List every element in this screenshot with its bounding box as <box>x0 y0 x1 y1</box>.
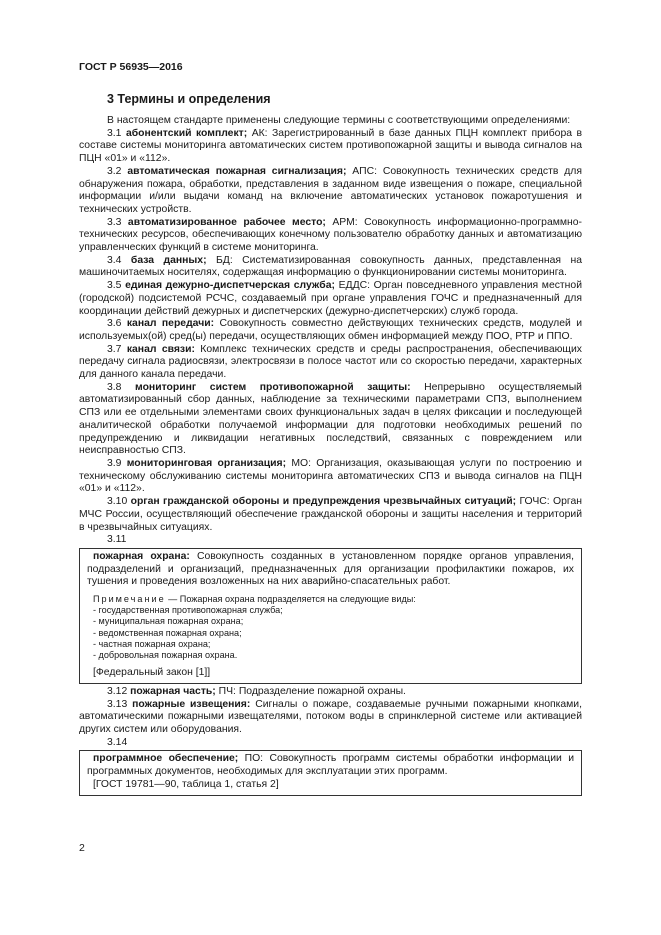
standard-header: ГОСТ Р 56935—2016 <box>79 61 183 73</box>
term-definition: ПЧ: Подразделение пожарной охраны. <box>215 685 406 697</box>
term-paragraph <box>79 496 582 534</box>
note-block <box>93 594 574 661</box>
term-name: канал связи: <box>126 343 195 355</box>
term-definition: АК: Зарегистрированный в базе данных ПЦН комплект прибора в составе системы мониторинга автоматических систем противопожарной защиты и вывода сигналов на ПЦН «01» и «112». <box>79 127 582 165</box>
term-paragraph <box>79 280 582 318</box>
term-paragraph <box>79 128 582 166</box>
term-paragraph <box>79 217 582 255</box>
software-definition-box <box>79 750 582 795</box>
term-number: 3.4 <box>107 254 122 266</box>
note-intro <box>93 594 574 605</box>
intro-paragraph: В настоящем стандарте применены следующие термины с соответствующими определениями: <box>107 115 571 126</box>
term-definition: Комплекс технических средств и среды распространения, обеспечивающих передачу сигнала радиосвязи, электросвязи в полосе частот или со скоростью передачи, характерных для данного канала передачи. <box>79 343 582 381</box>
term-definition: АРМ: Совокупность информационно-программно-технических ресурсов, обеспечивающих конечному пользователю обработку данных и автоматизацию управленческих функций в системе мониторинга. <box>79 216 583 254</box>
term-number: 3.9 <box>107 457 122 469</box>
term-paragraph <box>79 255 582 280</box>
note-label: Примечание <box>93 594 166 605</box>
term-name: канал передачи: <box>126 318 215 330</box>
term-name: база данных; <box>130 254 207 266</box>
term-paragraph <box>79 699 582 737</box>
fire-protection-definition-box <box>79 548 582 684</box>
term-paragraph <box>87 753 574 778</box>
term-name: пожарная охрана: <box>93 550 190 562</box>
term-name: автоматическая пожарная сигнализация; <box>127 165 347 177</box>
term-definition: Совокупность совместно действующих технических средств, модулей и используемых(ой) сред(ы) передачи, осуществляющих обмен информацией между ПОО, РТР и ППО. <box>79 318 583 342</box>
note-text: — Пожарная охрана подразделяется на следующие виды: <box>165 594 416 605</box>
source-reference: [ГОСТ 19781—90, таблица 1, статья 2] <box>93 778 279 790</box>
term-name: пожарные извещения: <box>132 698 251 710</box>
term-name: абонентский комплект; <box>125 127 248 139</box>
term-name: программное обеспечение; <box>93 753 239 765</box>
term-paragraph <box>79 458 582 496</box>
note-list <box>93 605 574 661</box>
term-definition: Непрерывно осуществляемый автоматизированный сбор данных, наблюдение за техническими параметрами СПЗ, выполнением СПЗ или ее отдельными элементами своих функциональных задач в целях фиксации и последующей аналитической обработки получаемой информации для подготовки необходимых решений по предупреждению и ликвидации негативных последствий, связанных с повреждением или неисправностью СПЗ. <box>79 381 582 457</box>
list-item: - государственная противопожарная служба; <box>93 605 283 616</box>
term-name: мониторинг систем противопожарной защиты: <box>135 381 411 393</box>
term-definition: ЕДДС: Орган повседневного управления местной (городской) подсистемой РСЧС, создаваемый при органе управления ГОЧС и предназначенный для координации действий дежурных и диспетчерских (дежурно-диспетчерских) служб города. <box>79 280 582 317</box>
term-number: 3.3 <box>107 216 122 228</box>
term-definition: БД: Систематизированная совокупность данных, представленная на машиночитаемых носителях, содержащая информацию о функционировании системы мониторинга. <box>79 254 582 279</box>
term-number: 3.8 <box>107 381 122 393</box>
list-item: - муниципальная пожарная охрана; <box>93 616 244 627</box>
source-reference: [Федеральный закон [1]] <box>93 667 211 679</box>
term-name: орган гражданской обороны и предупреждения чрезвычайных ситуаций; <box>130 496 517 508</box>
term-number-label: 3.11 <box>107 534 127 546</box>
term-number: 3.7 <box>107 343 122 355</box>
term-paragraph <box>79 686 582 699</box>
term-paragraph <box>79 382 582 458</box>
term-number: 3.12 <box>107 685 128 697</box>
term-number-label: 3.14 <box>107 736 128 748</box>
term-definition: Сигналы о пожаре, создаваемые ручными пожарными кнопками, автоматическими пожарными извещателями, потоком воды в спринклерной системе или активацией других систем или оборудования. <box>79 698 582 736</box>
term-name: мониторинговая организация; <box>126 457 287 469</box>
document-body <box>79 115 582 798</box>
term-name: единая дежурно-диспетчерская служба; <box>125 280 335 292</box>
term-number: 3.5 <box>107 280 122 292</box>
term-number: 3.10 <box>107 496 128 508</box>
term-definition: МО: Организация, оказывающая услуги по построению и техническому обслуживанию системы мониторинга автоматических СПЗ и вывода сигналов на ПЦН «01» и «112». <box>79 457 582 495</box>
page-number: 2 <box>79 842 85 854</box>
term-number: 3.6 <box>107 318 122 330</box>
list-item: - добровольная пожарная охрана. <box>93 650 238 661</box>
term-paragraph <box>79 166 582 217</box>
term-name: пожарная часть; <box>130 685 216 697</box>
term-definition: ПО: Совокупность программ системы обработки информации и программных документов, необходимых для эксплуатации этих программ. <box>87 753 575 778</box>
term-paragraph <box>79 318 582 343</box>
term-definition: АПС: Совокупность технических средств для обнаружения пожара, обработки, представления в заданном виде извещения о пожаре, специальной информации и/или выдачи команд на включение автоматических установок пожаротушения и технических устройств. <box>79 165 582 215</box>
term-number: 3.13 <box>107 698 128 710</box>
list-item: - частная пожарная охрана; <box>93 638 211 649</box>
term-definition: Совокупность созданных в установленном порядке органов управления, подразделений и организаций, предназначенных для организации профилактики пожаров, их тушения и проведения возложенных на них аварийно-спасательных работ. <box>87 550 574 588</box>
term-number: 3.1 <box>107 127 122 139</box>
section-title: 3 Термины и определения <box>107 92 271 106</box>
term-definition: ГОЧС: Орган МЧС России, осуществляющий обеспечение гражданской обороны и защиты населения и территорий в чрезвычайных ситуациях. <box>79 496 582 533</box>
term-name: автоматизированное рабочее место; <box>127 216 326 228</box>
term-paragraph <box>79 344 582 382</box>
term-number: 3.2 <box>107 165 122 177</box>
list-item: - ведомственная пожарная охрана; <box>93 627 242 638</box>
term-paragraph <box>87 551 574 589</box>
